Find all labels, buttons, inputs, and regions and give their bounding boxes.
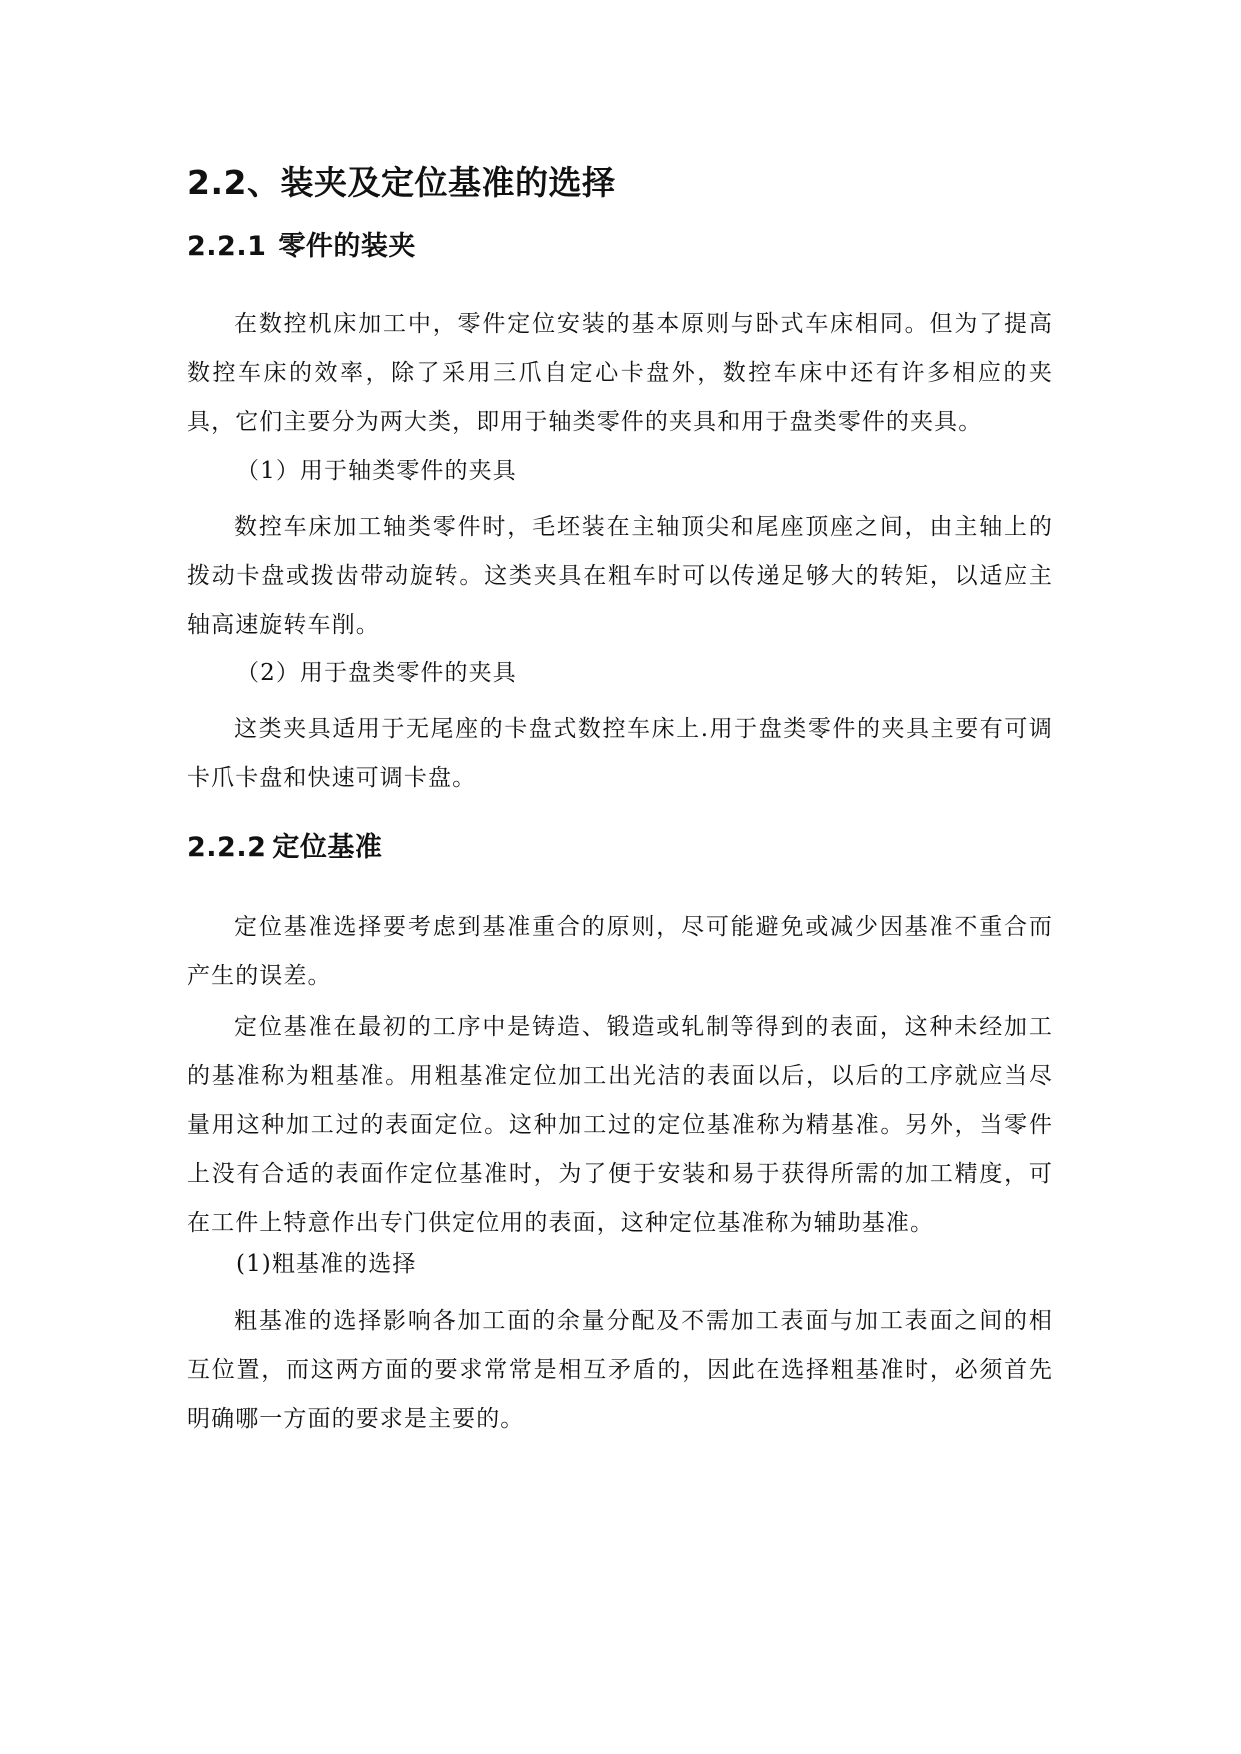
list-heading-rough-datum: (1)粗基准的选择: [236, 1251, 417, 1277]
subsection-heading-2-2-1: [187, 227, 416, 267]
subsection-title: 零件的装夹: [278, 231, 416, 262]
paragraph-shaft-fixtures: 数控车床加工轴类零件时，毛坯装在主轴顶尖和尾座顶座之间，由主轴上的拨动卡盘或拨齿带动旋转。这类夹具在粗车时可以传递足够大的转矩，以适应主轴高速旋转车削。: [187, 514, 1053, 638]
paragraph-datum-principle: 定位基准选择要考虑到基准重合的原则，尽可能避免或减少因基准不重合而产生的误差。: [187, 914, 1053, 989]
list-heading-disc-fixtures: （2）用于盘类零件的夹具: [236, 660, 517, 686]
subsection-number: 2.2.2: [187, 832, 267, 863]
list-heading-shaft-fixtures: （1）用于轴类零件的夹具: [236, 458, 517, 484]
subsection-heading-2-2-2: [187, 828, 382, 868]
paragraph-datum-types: 定位基准在最初的工序中是铸造、锻造或轧制等得到的表面，这种未经加工的基准称为粗基准。用粗基准定位加工出光洁的表面以后，以后的工序就应当尽量用这种加工过的表面定位。这种加工过的定位基准称为精基准。另外，当零件上没有合适的表面作定位基准时，为了便于安装和易于获得所需的加工精度，可在工件上特意作出专门供定位用的表面，这种定位基准称为辅助基准。: [187, 1014, 1053, 1236]
paragraph-fixture-intro: 在数控机床加工中，零件定位安装的基本原则与卧式车床相同。但为了提高数控车床的效率，除了采用三爪自定心卡盘外，数控车床中还有许多相应的夹具，它们主要分为两大类，即用于轴类零件的夹具和用于盘类零件的夹具。: [187, 311, 1053, 435]
section-title: 2.2、装夹及定位基准的选择: [187, 163, 616, 202]
subsection-number: 2.2.1: [187, 231, 267, 262]
paragraph-disc-fixtures: 这类夹具适用于无尾座的卡盘式数控车床上.用于盘类零件的夹具主要有可调卡爪卡盘和快速可调卡盘。: [187, 716, 1053, 791]
subsection-title: 定位基准: [272, 832, 383, 863]
paragraph-rough-datum: 粗基准的选择影响各加工面的余量分配及不需加工表面与加工表面之间的相互位置，而这两方面的要求常常是相互矛盾的，因此在选择粗基准时，必须首先明确哪一方面的要求是主要的。: [187, 1308, 1053, 1432]
